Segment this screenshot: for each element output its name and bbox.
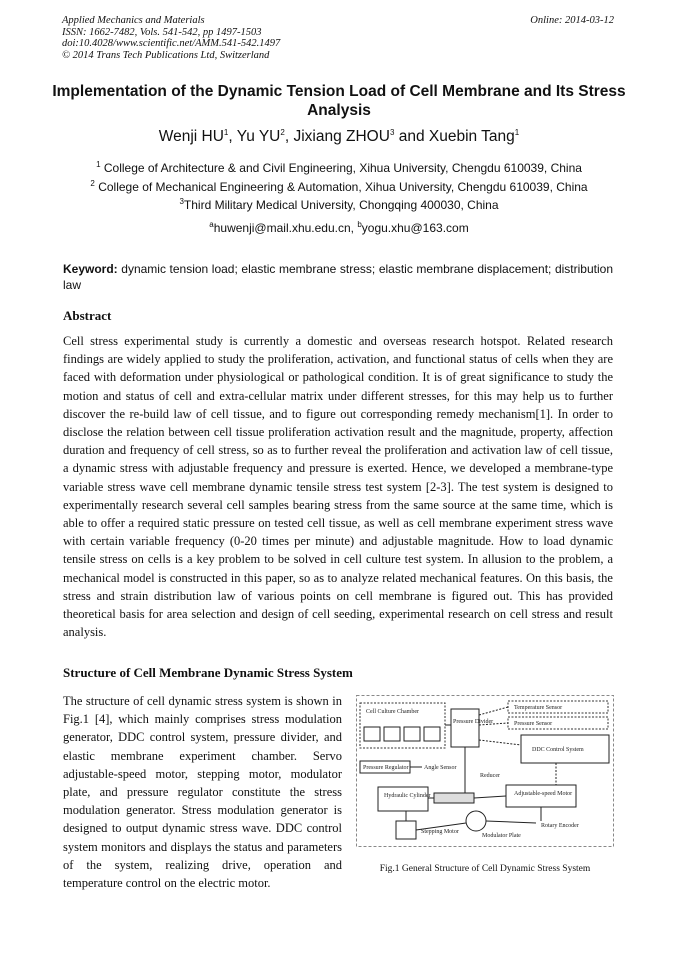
abstract-heading: Abstract: [63, 308, 112, 323]
section-heading: Structure of Cell Membrane Dynamic Stress System: [63, 665, 353, 680]
author: Yu YU: [236, 128, 281, 145]
author: Jixiang ZHOU: [293, 128, 390, 145]
label-pressure-sensor: Pressure Sensor: [514, 721, 553, 727]
author-line: Wenji $HU^1$, Yu $YU^2$, Jixiang ZHOU$^3$ and Xuebin Tang$^1$: [158, 127, 520, 145]
affiliation-1: $^1$ College of Architecture & and Civil Engineering, Xihua University, Chengdu 610039, China: [96, 160, 582, 175]
journal-header: [62, 15, 280, 61]
author-emails: $^a$huwenji@mail.xhu.edu.cn, $^b$yogu.xhu@163.com: [209, 220, 469, 235]
affiliation-3: $^3$Third Military Medical University, Chongqing 400030, China: [179, 197, 499, 212]
keyword-label: Keyword:: [63, 262, 118, 276]
label-regulator: Pressure Regulator: [363, 765, 409, 771]
abstract-text: Cell stress experimental study is currently a domestic and overseas research hotspot. Related research findings are widely applied to study the proliferation, activation, and functional status of cells when they are faced with deformation under physiological or pathological condition. It is of great significance to study the motion and status of cell and extra-cellular matrix under different stresses, for this may help us to further discover the re-build law of cell tissue, and to figure out corresponding remedy mechanism[1]. In order to disclose the relation between cell tissue proliferation activation result and the magnitude, property, affection duration and frequency of cell stress, so as to further reveal the proliferation and activation law of cell tissue, a dynamic stress with adjustable frequency and pressure is exerted. Hence, we developed a membrane-type variable stress wave cell membrane dynamic tensile stress test system [2-3]. The test system is designed to experimentally research several cell samples bearing stress from the same source at the same time, which is able to offer a required static pressure on tested cell tissue, as well as cell membrane experiment stress wave with certain variable frequency (0-20 times per minute) and adjustable magnitude. How to load dynamic tensile stress on cells is a key problem to be solved in cell culture test system. In allusion to the problem, a mechanical model is constructed in this paper, so as to analyze related mechanical features. On this basis, the stress and strain distribution law of various points on cell membrane is figured out. This has provided theoretical basis for area selection and design of cell seeding, experimental research on cell stress and result analysis.: [63, 334, 613, 640]
email-link[interactable]: yogu.xhu@163.com: [361, 221, 469, 235]
label-modulator: Modulator Plate: [482, 833, 521, 839]
label-angle-sensor: Angle Sensor: [424, 765, 457, 771]
keywords: [63, 262, 613, 293]
paper-title: Implementation of the Dynamic Tension Load of Cell Membrane and Its Stress Analysis: [52, 83, 626, 119]
label-stepping: Stepping Motor: [421, 829, 459, 835]
copyright: © 2014 Trans Tech Publications Ltd, Switzerland: [62, 49, 270, 61]
label-motor: Adjustable-speed Motor: [514, 791, 573, 797]
issn: ISSN: 1662-7482, Vols. 541-542, pp 1497-1503: [62, 26, 262, 38]
online-date: Online: 2014-03-12: [530, 15, 614, 26]
figure-caption: Fig.1 General Structure of Cell Dynamic Stress System: [379, 864, 591, 874]
author: Wenji HU: [158, 128, 224, 145]
label-chamber: Cell Culture Chamber: [366, 709, 419, 715]
label-ddc: DDC Control System: [532, 747, 584, 753]
label-cylinder: Hydraulic Cylinder: [384, 793, 431, 799]
affiliation-2: $^2$ College of Mechanical Engineering & Automation, Xihua University, Chengdu 610039, China: [90, 179, 588, 194]
doi[interactable]: doi:10.4028/www.scientific.net/AMM.541-542.1497: [62, 38, 281, 49]
label-divider: Pressure Divider: [453, 719, 494, 725]
section-text: The structure of cell dynamic stress system is shown in Fig.1 [4], which mainly comprises stress modulation generator, DDC control system, pressure divider, and elastic membrane experiment chamber. Servo adjustable-speed motor, stepping motor, modulator plate, and pressure regulator constitute the stress modulation generator. Stress modulation generator is designed to output dynamic stress wave. DDC control system monitors and displays the status and parameters of the system, realizing drive, operation and temperature control on the electric motor.: [63, 694, 342, 891]
email-link[interactable]: huwenji@mail.xhu.edu.cn: [213, 221, 351, 235]
label-encoder: Rotary Encoder: [541, 823, 579, 829]
author: Xuebin Tang: [428, 128, 515, 145]
keyword-list: dynamic tension load; elastic membrane stress; elastic membrane displacement; distribution law: [63, 262, 613, 292]
label-reducer: Reducer: [480, 773, 500, 779]
label-temp-sensor: Temperature Sensor: [514, 705, 563, 711]
journal-name: Applied Mechanics and Materials: [62, 15, 205, 26]
system-structure-diagram: [356, 695, 614, 847]
